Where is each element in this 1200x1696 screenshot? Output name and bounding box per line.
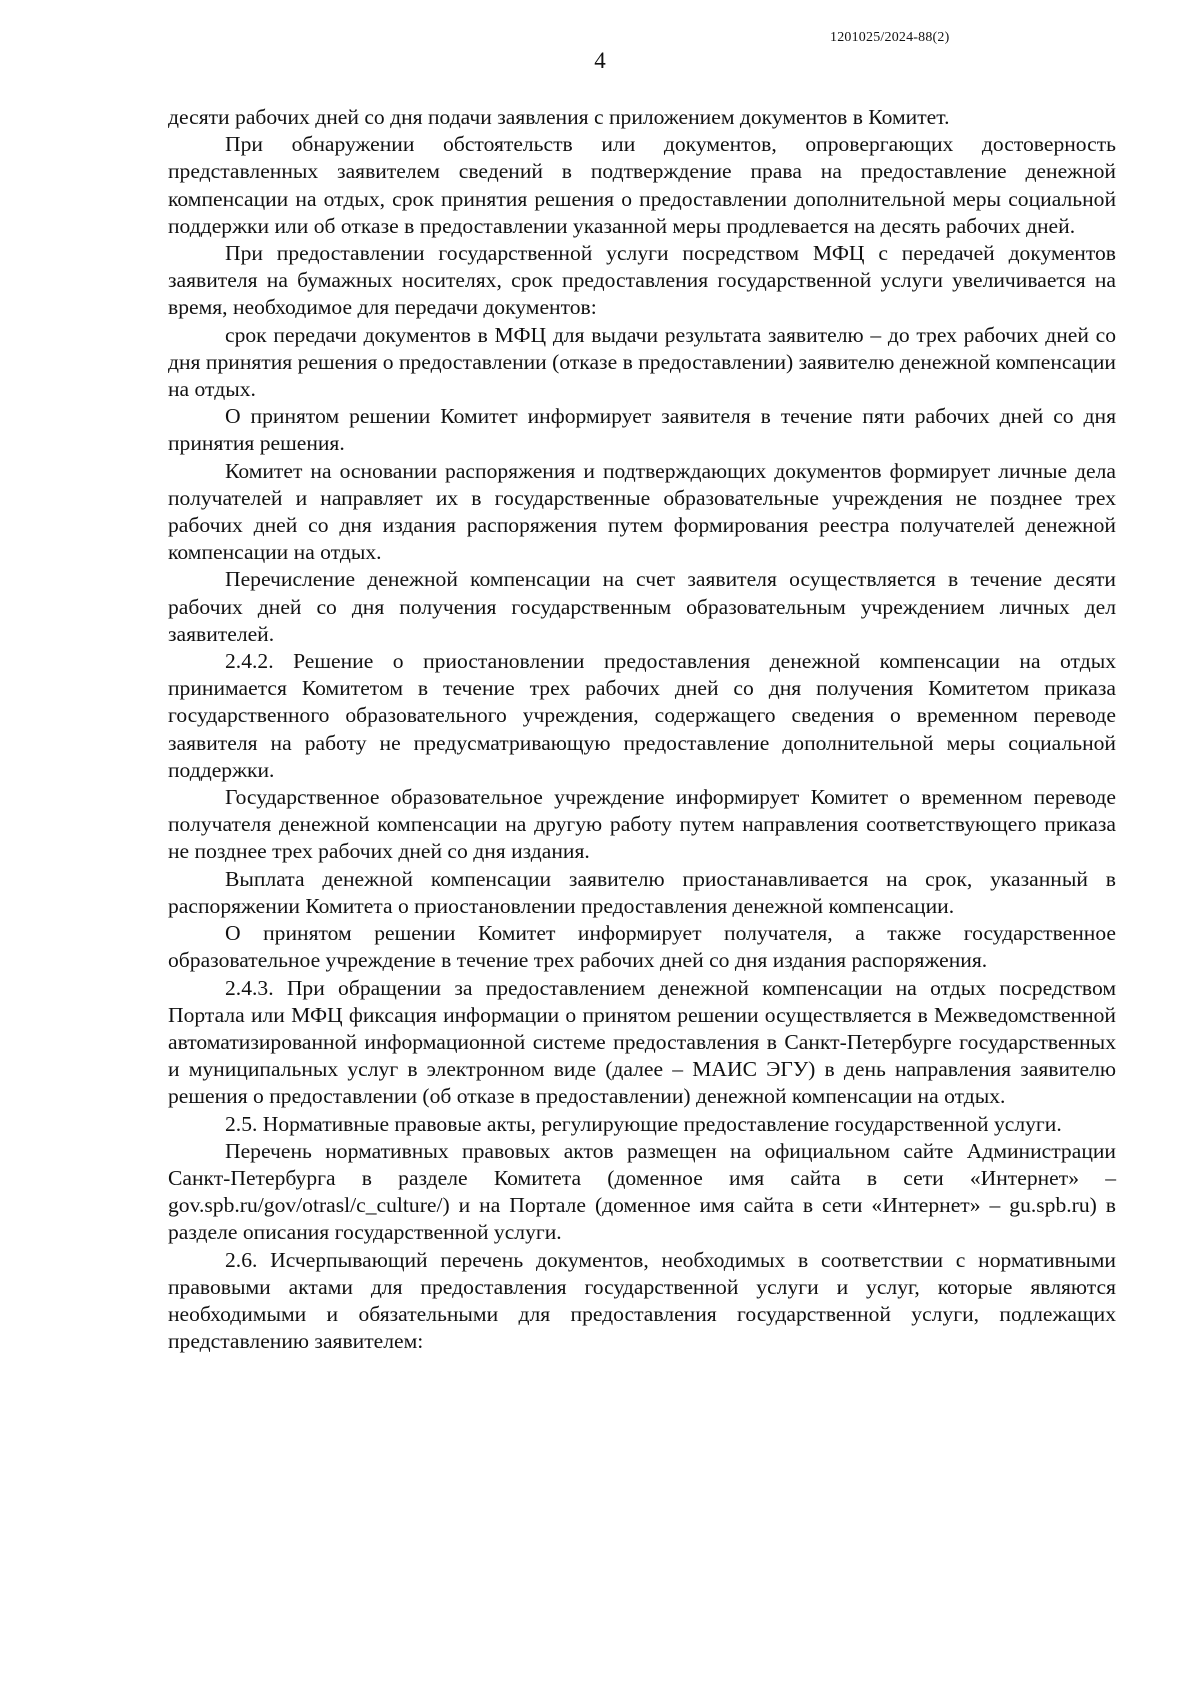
section-2-6: 2.6. Исчерпывающий перечень документов, необходимых в соответствии с нормативными правовыми актами для предоставления государственной услуги и услуг, которые являются необходимыми и обязательными для предоставления государственной услуги, подлежащих представлению заявителем:: [168, 1247, 1116, 1354]
paragraph: Перечисление денежной компенсации на счет заявителя осуществляется в течение десяти рабочих дней со дня получения государственным образовательным учреждением личных дел заявителей.: [168, 567, 1116, 646]
section-2-4-2: 2.4.2. Решение о приостановлении предоставления денежной компенсации на отдых принимается Комитетом в течение трех рабочих дней со дня получения Комитетом приказа государственного образовательного учреждения, содержащего сведения о временном переводе заявителя на работу не предусматривающую предоставление дополнительной меры социальной поддержки.: [168, 649, 1116, 782]
paragraph: Выплата денежной компенсации заявителю приостанавливается на срок, указанный в распоряжении Комитета о приостановлении предоставления денежной компенсации.: [168, 866, 1116, 918]
document-body: [168, 104, 1116, 1355]
paragraph: Комитет на основании распоряжения и подтверждающих документов формирует личные дела получателей и направляет их в государственные образовательные учреждения не позднее трех рабочих дней со дня издания распоряжения путем формирования реестра получателей денежной компенсации на отдых.: [168, 458, 1116, 565]
paragraph: О принятом решении Комитет информирует получателя, а также государственное образовательное учреждение в течение трех рабочих дней со дня издания распоряжения.: [168, 921, 1116, 973]
paragraph: О принятом решении Комитет информирует заявителя в течение пяти рабочих дней со дня принятия решения.: [168, 404, 1116, 456]
paragraph-continuation: десяти рабочих дней со дня подачи заявления с приложением документов в Комитет.: [168, 105, 950, 129]
paragraph: При обнаружении обстоятельств или документов, опровергающих достоверность представленных заявителем сведений в подтверждение права на предоставление денежной компенсации на отдых, срок принятия решения о предоставлении дополнительной меры социальной поддержки или об отказе в предоставлении указанной меры продлевается на десять рабочих дней.: [168, 132, 1116, 238]
section-2-5: 2.5. Нормативные правовые акты, регулирующие предоставление государственной услуги.: [225, 1111, 1062, 1136]
paragraph: срок передачи документов в МФЦ для выдачи результата заявителю – до трех рабочих дней со дня принятия решения о предоставлении (отказе в предоставлении) заявителю денежной компенсации на отдых.: [168, 322, 1116, 402]
section-2-4-3: 2.4.3. При обращении за предоставлением денежной компенсации на отдых посредством Портала или МФЦ фиксация информации о принятом решении осуществляется в Межведомственной автоматизированной информационной системе предоставления в Санкт-Петербурге государственных и муниципальных услуг в электронном виде (далее – МАИС ЭГУ) в день направления заявителю решения о предоставлении (об отказе в предоставлении) денежной компенсации на отдых.: [168, 975, 1116, 1109]
document-registration-number: 1201025/2024-88(2): [830, 30, 950, 45]
paragraph: Перечень нормативных правовых актов размещен на официальном сайте Администрации Санкт-Петербурга в разделе Комитета (доменное имя сайта в сети «Интернет» – gov.spb.ru/gov/otrasl/c_culture/) и на Портале (доменное имя сайта в сети «Интернет» – gu.spb.ru) в разделе описания государственной услуги.: [168, 1138, 1116, 1245]
paragraph: Государственное образовательное учреждение информирует Комитет о временном переводе получателя денежной компенсации на другую работу путем направления соответствующего приказа не позднее трех рабочих дней со дня издания.: [168, 785, 1116, 864]
paragraph: При предоставлении государственной услуги посредством МФЦ с передачей документов заявителя на бумажных носителях, срок предоставления государственной услуги увеличивается на время, необходимое для передачи документов:: [168, 241, 1116, 320]
page-number: 4: [594, 48, 606, 73]
